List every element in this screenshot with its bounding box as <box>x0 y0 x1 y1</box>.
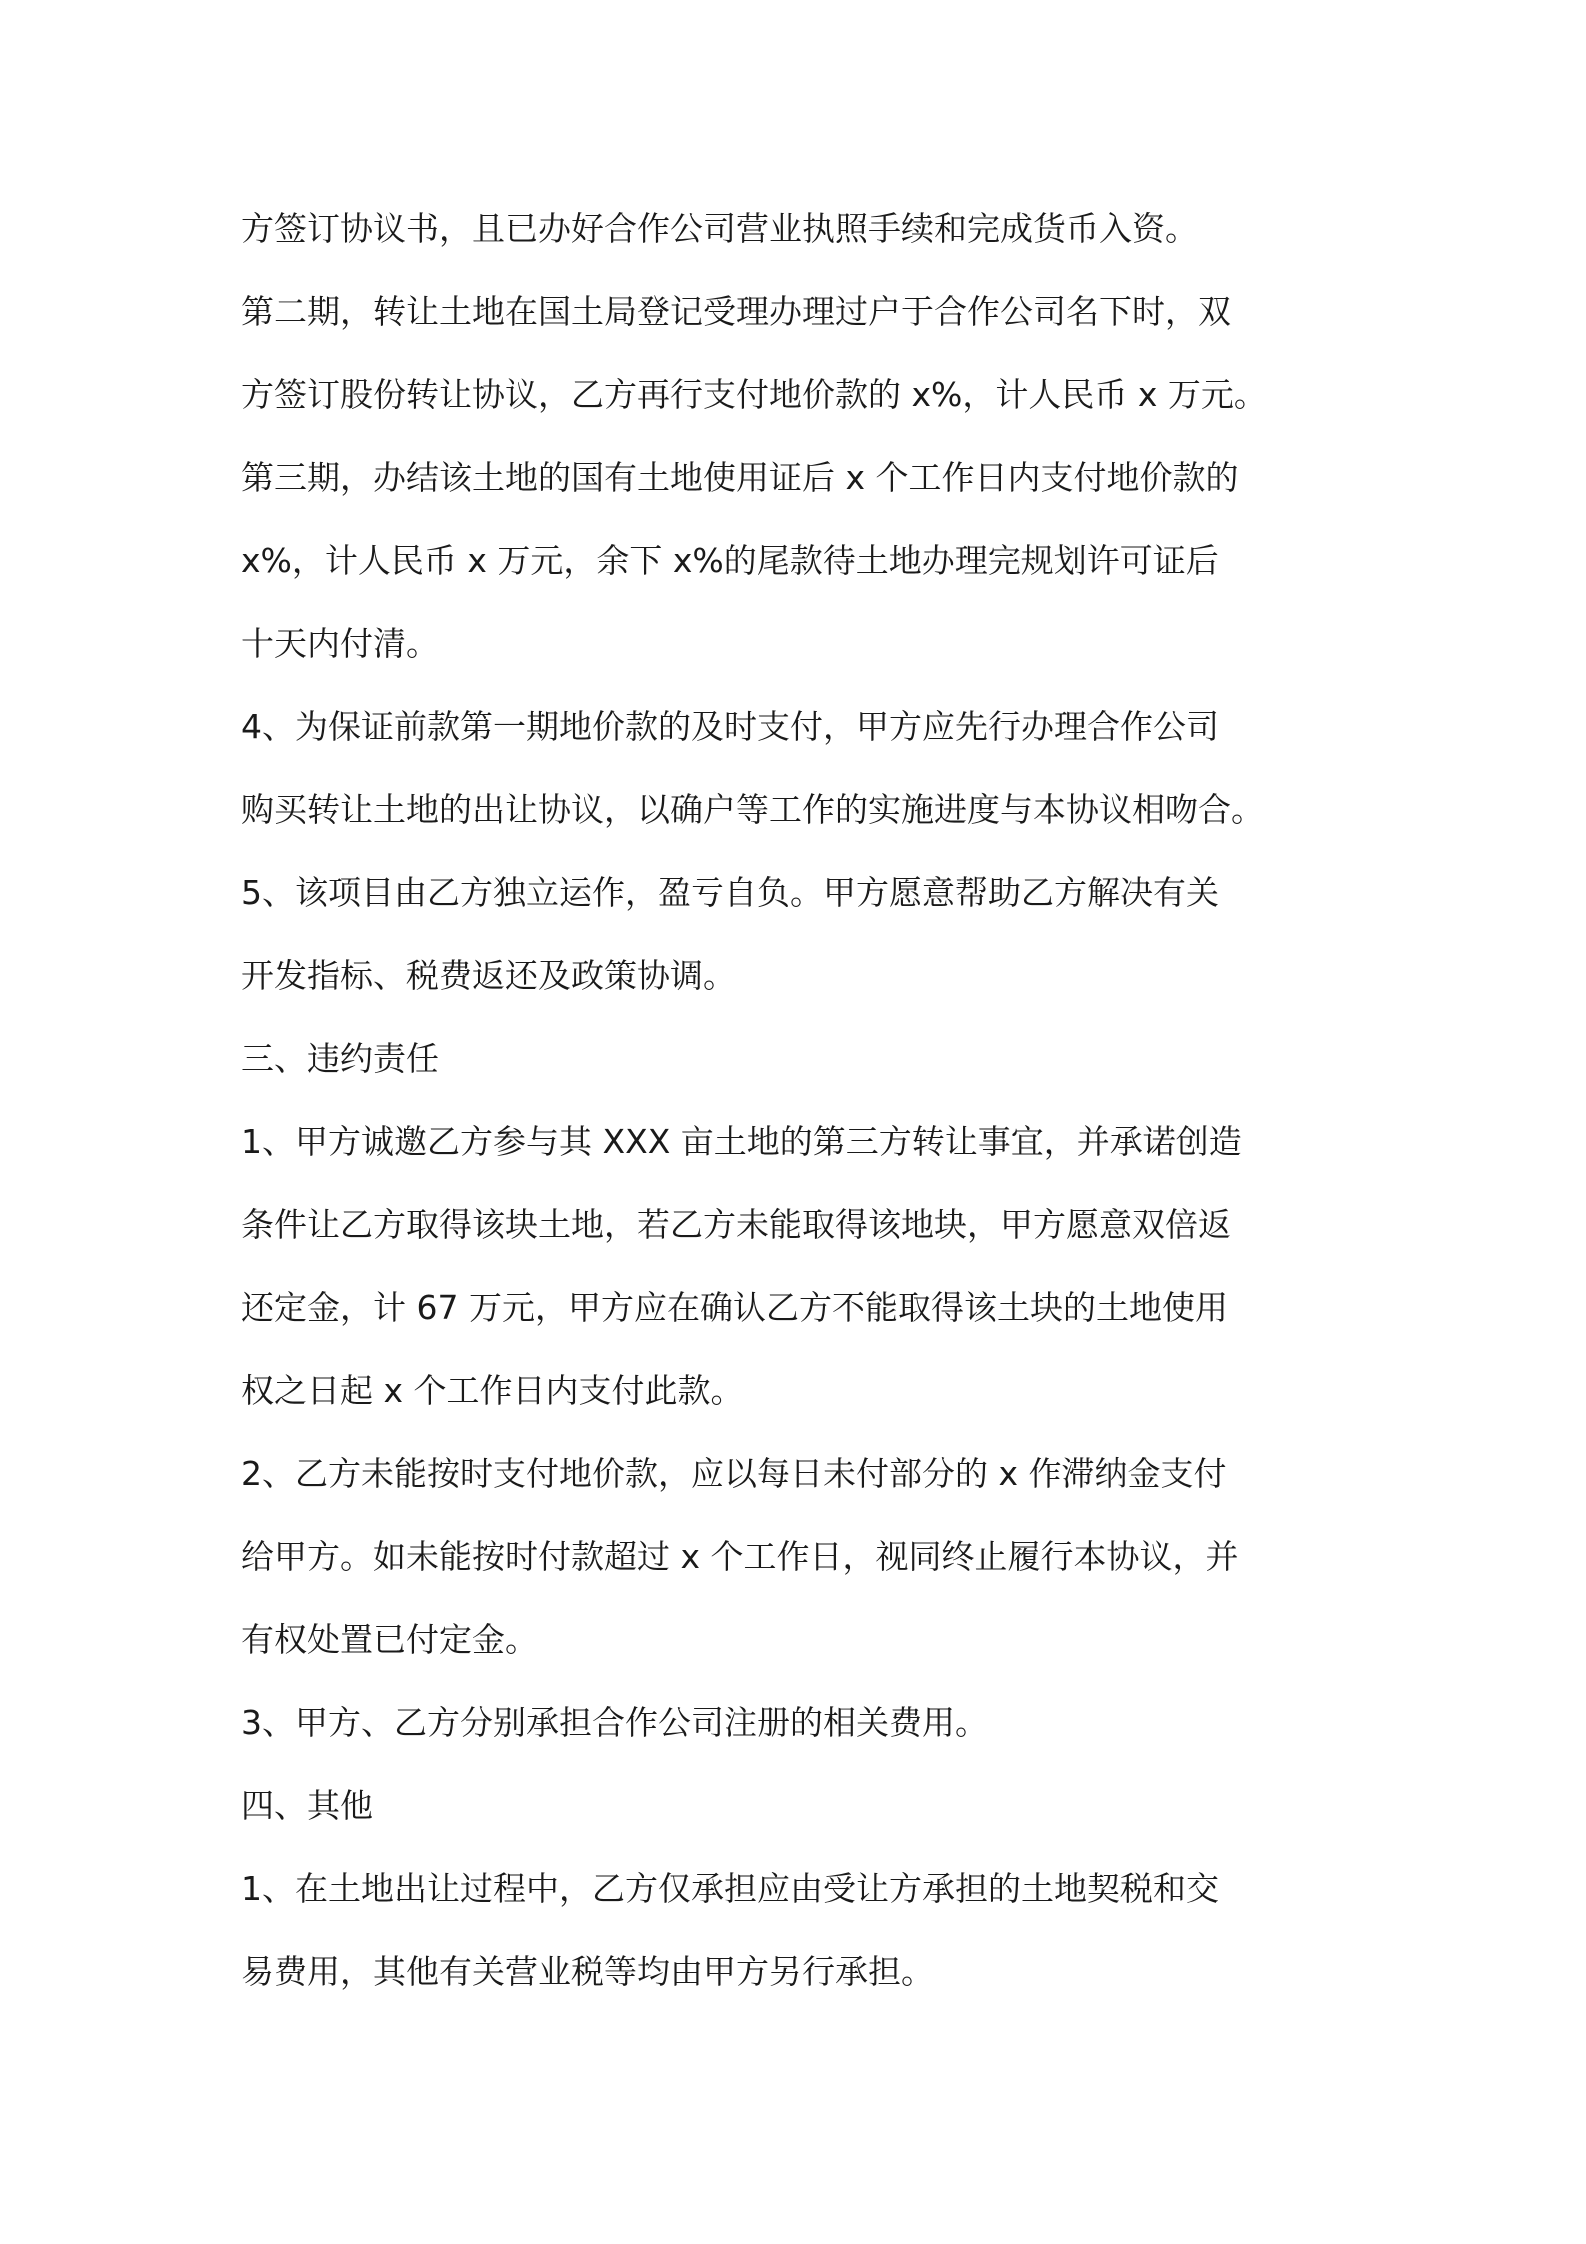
text-line: 易费用，其他有关营业税等均由甲方另行承担。 <box>241 1952 934 1991</box>
section-heading: 四、其他 <box>241 1786 373 1825</box>
text-line: 条件让乙方取得该块土地，若乙方未能取得该地块，甲方愿意双倍返 <box>241 1205 1231 1244</box>
text-line: 1、甲方诚邀乙方参与其 XXX 亩土地的第三方转让事宜，并承诺创造 <box>241 1122 1242 1161</box>
text-line: 购买转让土地的出让协议，以确户等工作的实施进度与本协议相吻合。 <box>241 790 1264 829</box>
text-line: 4、为保证前款第一期地价款的及时支付，甲方应先行办理合作公司 <box>241 707 1219 746</box>
text-line: 开发指标、税费返还及政策协调。 <box>241 956 736 995</box>
text-line: 有权处置已付定金。 <box>241 1620 538 1659</box>
text-line: 1、在土地出让过程中，乙方仅承担应由受让方承担的土地契税和交 <box>241 1869 1219 1908</box>
text-line: 3、甲方、乙方分别承担合作公司注册的相关费用。 <box>241 1703 988 1742</box>
text-line: 第三期，办结该土地的国有土地使用证后 x 个工作日内支付地价款的 <box>241 458 1239 497</box>
section-heading: 三、违约责任 <box>241 1039 439 1078</box>
text-line: 第二期，转让土地在国土局登记受理办理过户于合作公司名下时，双 <box>241 292 1231 331</box>
text-line: 方签订协议书，且已办好合作公司营业执照手续和完成货币入资。 <box>241 209 1198 248</box>
text-line: x%，计人民币 x 万元，余下 x%的尾款待土地办理完规划许可证后 <box>241 541 1219 580</box>
text-line: 2、乙方未能按时支付地价款，应以每日未付部分的 x 作滞纳金支付 <box>241 1454 1227 1493</box>
text-line: 还定金，计 67 万元，甲方应在确认乙方不能取得该土块的土地使用 <box>241 1288 1228 1327</box>
text-line: 十天内付清。 <box>241 624 439 663</box>
text-line: 方签订股份转让协议，乙方再行支付地价款的 x%，计人民币 x 万元。 <box>241 375 1267 414</box>
text-line: 5、该项目由乙方独立运作，盈亏自负。甲方愿意帮助乙方解决有关 <box>241 873 1219 912</box>
text-line: 给甲方。如未能按时付款超过 x 个工作日，视同终止履行本协议，并 <box>241 1537 1239 1576</box>
text-line: 权之日起 x 个工作日内支付此款。 <box>241 1371 744 1410</box>
